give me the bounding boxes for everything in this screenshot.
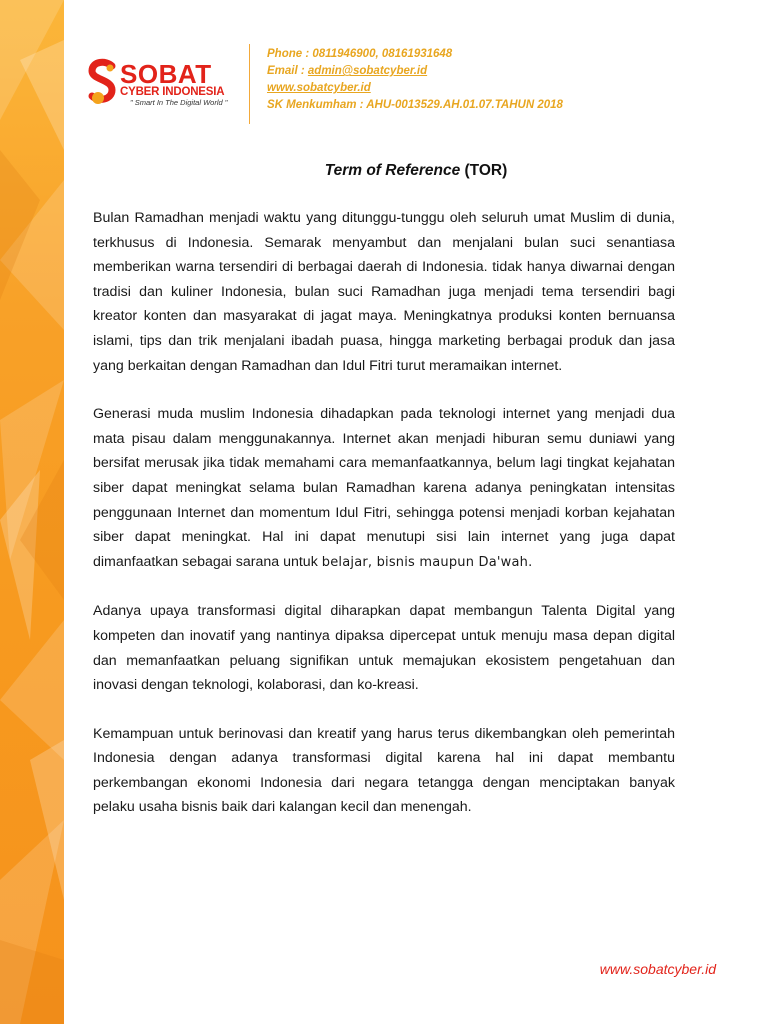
contact-sk-menkumham: SK Menkumham : AHU-0013529.AH.01.07.TAHUN 2018 bbox=[267, 99, 563, 111]
paragraph-1: Bulan Ramadhan menjadi waktu yang ditunggu-tunggu oleh seluruh umat Muslim di dunia, terkhusus di Indonesia. Semarak menyambut dan menjalani bulan suci senantiasa memberikan warna tersendiri di berbagai daerah di Indonesia. tidak hanya diwarnai dengan tradisi dan kuliner Indonesia, bulan suci Ramadhan juga menjadi tema tersendiri bagi kreator konten dan masyarakat di jagat maya. Meningkatnya produksi konten bernuansa islami, tips dan trik menjalani ibadah puasa, hingga marketing berbagai produk dan jasa yang berkaitan dengan Ramadhan dan Idul Fitri turut meramaikan internet. bbox=[93, 210, 675, 374]
contact-email-link[interactable]: admin@sobatcyber.id bbox=[307, 65, 428, 77]
header-divider bbox=[249, 44, 250, 124]
contact-email-line bbox=[267, 63, 563, 80]
contact-block bbox=[267, 46, 563, 114]
title-italic-part: Term of Reference bbox=[324, 162, 461, 179]
paragraph-4: Kemampuan untuk berinovasi dan kreatif yang harus terus dikembangkan oleh pemerintah Indonesia dengan adanya transformasi digital karena hal ini dapat membantu perkembangan ekonomi Indonesia dari negara tetangga dengan menciptakan banyak pelaku usaha bisnis baik dari kalangan kecil dan menengah. bbox=[93, 725, 675, 816]
document-title bbox=[0, 162, 768, 180]
logo-tagline: " Smart In The Digital World " bbox=[130, 98, 228, 107]
paragraph-3: Adanya upaya transformasi digital diharapkan dapat membangun Talenta Digital yang kompeten dan inovatif yang nantinya dipaksa dipercepat untuk menuju masa depan digital dan memanfaatkan peluang signifikan untuk memajukan ekosistem pengetahuan dan inovasi dengan teknologi, kolaborasi, dan ko-kreasi. bbox=[93, 603, 675, 694]
title-plain-part: (TOR) bbox=[460, 162, 508, 179]
logo-subtitle: CYBER INDONESIA bbox=[120, 86, 225, 98]
paragraph-2-main: Generasi muda muslim Indonesia dihadapkan pada teknologi internet yang menjadi dua mata pisau dalam menggunakannya. Internet akan menjadi hiburan semu duniawi yang bersifat merusak jika tidak memahami cara memanfaatkannya, belum lagi tingkat kejahatan siber dapat meningkat selama bulan Ramadhan karena adanya peningkatan intensitas penggunaan Internet dan momentum Idul Fitri, sehingga potensi menjadi korban kejahatan siber dapat meningkat. Hal ini dapat menutupi sisi lain internet yang juga dapat dimanfaatkan sebagai sarana untuk bbox=[93, 406, 675, 570]
contact-website-link[interactable]: www.sobatcyber.id bbox=[267, 82, 371, 94]
document-body bbox=[93, 206, 675, 844]
paragraph-2 bbox=[93, 402, 675, 575]
side-pattern-graphic bbox=[0, 0, 64, 1024]
sobat-s-logo-icon bbox=[86, 58, 120, 108]
side-decoration-strip bbox=[0, 0, 64, 1024]
contact-email-label: Email : bbox=[267, 65, 308, 77]
footer-website-link[interactable]: www.sobatcyber.id bbox=[599, 961, 716, 977]
company-logo bbox=[86, 58, 246, 108]
contact-phone: Phone : 0811946900, 08161931648 bbox=[267, 48, 453, 60]
paragraph-2-tail: belajar, bisnis maupun Da'wah. bbox=[321, 554, 533, 570]
logo-wordmark: SOBAT bbox=[120, 59, 212, 89]
